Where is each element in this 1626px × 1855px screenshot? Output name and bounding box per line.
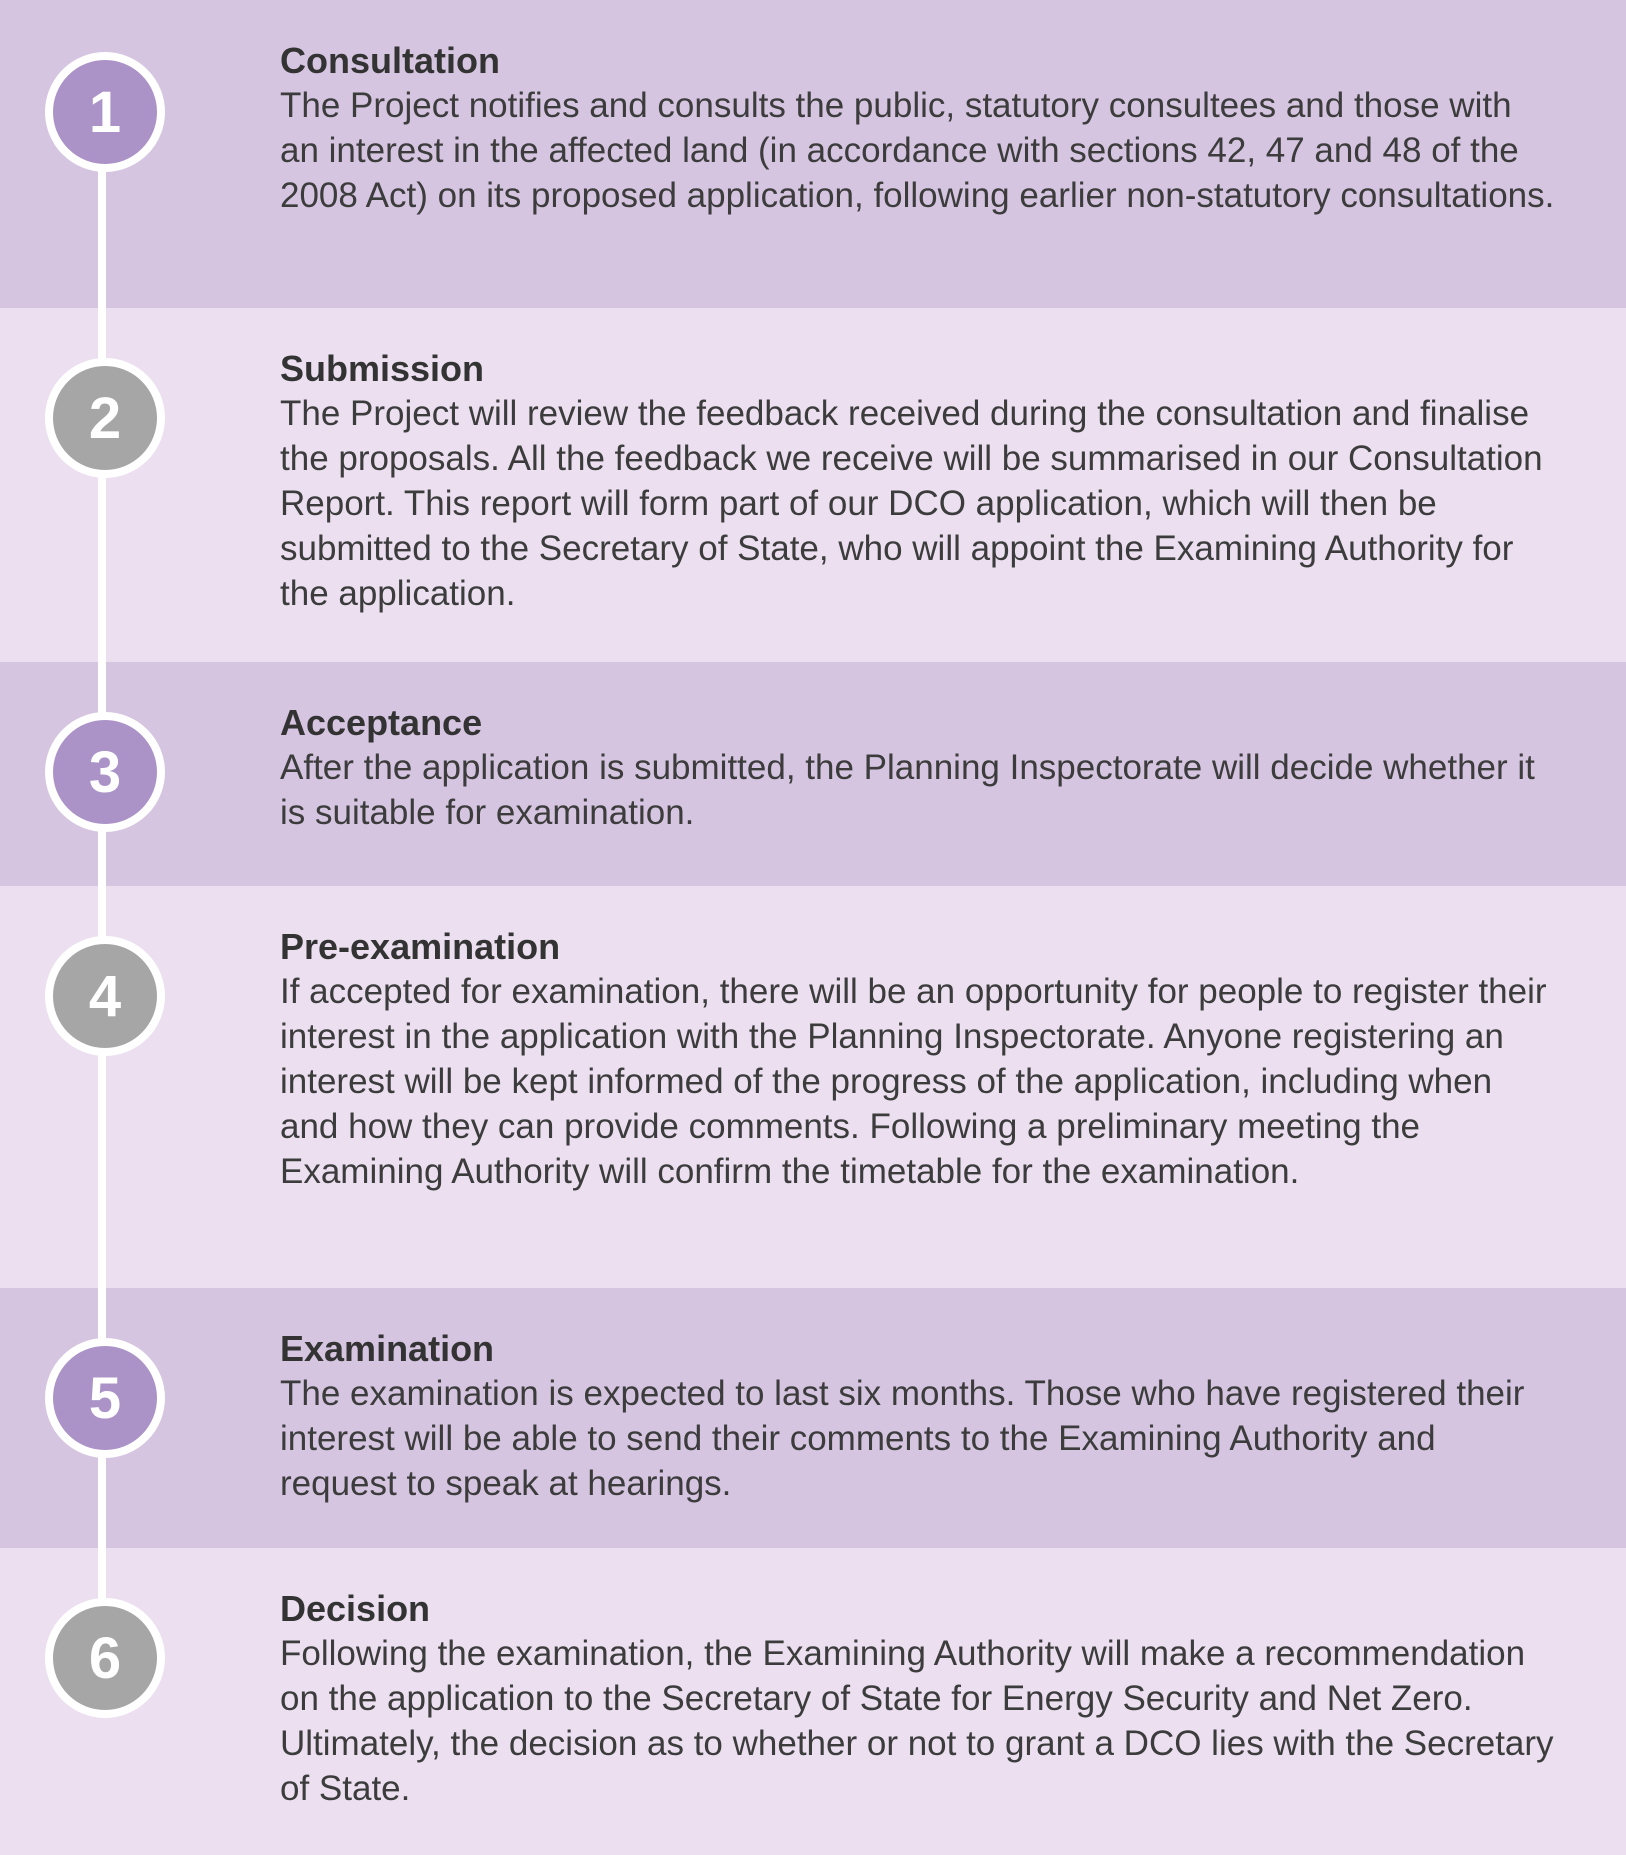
step-band-pre-examination: [0, 886, 1626, 1288]
step-number-badge-4: 4: [45, 936, 165, 1056]
step-text-block: [280, 1586, 1556, 1811]
step-title: Decision: [280, 1588, 431, 1629]
step-band-examination: [0, 1288, 1626, 1548]
step-title: Examination: [280, 1328, 495, 1369]
step-number-badge-5: 5: [45, 1338, 165, 1458]
step-number-badge-3: 3: [45, 712, 165, 832]
step-description: Following the examination, the Examining Authority will make a recommendation on the application to the Secretary of State for Energy Security and Net Zero. Ultimately, the decision as to whether or not to grant a DCO lies with the Secretary of State.: [280, 1634, 1554, 1808]
step-title: Submission: [280, 348, 485, 389]
step-text-block: [280, 700, 1556, 835]
step-band-submission: [0, 308, 1626, 662]
step-description: After the application is submitted, the Planning Inspectorate will decide whether it is suitable for examination.: [280, 748, 1535, 832]
step-band-acceptance: [0, 662, 1626, 886]
step-text-block: [280, 1326, 1556, 1506]
step-description: The Project notifies and consults the public, statutory consultees and those with an interest in the affected land (in accordance with sections 42, 47 and 48 of the 2008 Act) on its proposed application, following earlier non-statutory consultations.: [280, 86, 1555, 215]
step-number-badge-2: 2: [45, 358, 165, 478]
step-number-badge-1: 1: [45, 52, 165, 172]
step-text-block: [280, 346, 1556, 616]
step-description: The Project will review the feedback received during the consultation and finalise the proposals. All the feedback we receive will be summarised in our Consultation Report. This report will form part of our DCO application, which will then be submitted to the Secretary of State, who will appoint the Examining Authority for the application.: [280, 394, 1543, 613]
step-title: Pre-examination: [280, 926, 561, 967]
step-band-decision: [0, 1548, 1626, 1855]
step-description: The examination is expected to last six months. Those who have registered their interest will be able to send their comments to the Examining Authority and request to speak at hearings.: [280, 1374, 1525, 1503]
step-title: Acceptance: [280, 702, 483, 743]
step-title: Consultation: [280, 40, 500, 81]
step-band-consultation: [0, 0, 1626, 308]
step-text-block: [280, 924, 1556, 1194]
step-description: If accepted for examination, there will be an opportunity for people to register their interest in the application with the Planning Inspectorate. Anyone registering an interest will be kept informed of the progress of the application, including when and how they can provide comments. Following a preliminary meeting the Examining Authority will confirm the timetable for the examination.: [280, 972, 1547, 1191]
step-text-block: [280, 38, 1556, 218]
step-number-badge-6: 6: [45, 1598, 165, 1718]
